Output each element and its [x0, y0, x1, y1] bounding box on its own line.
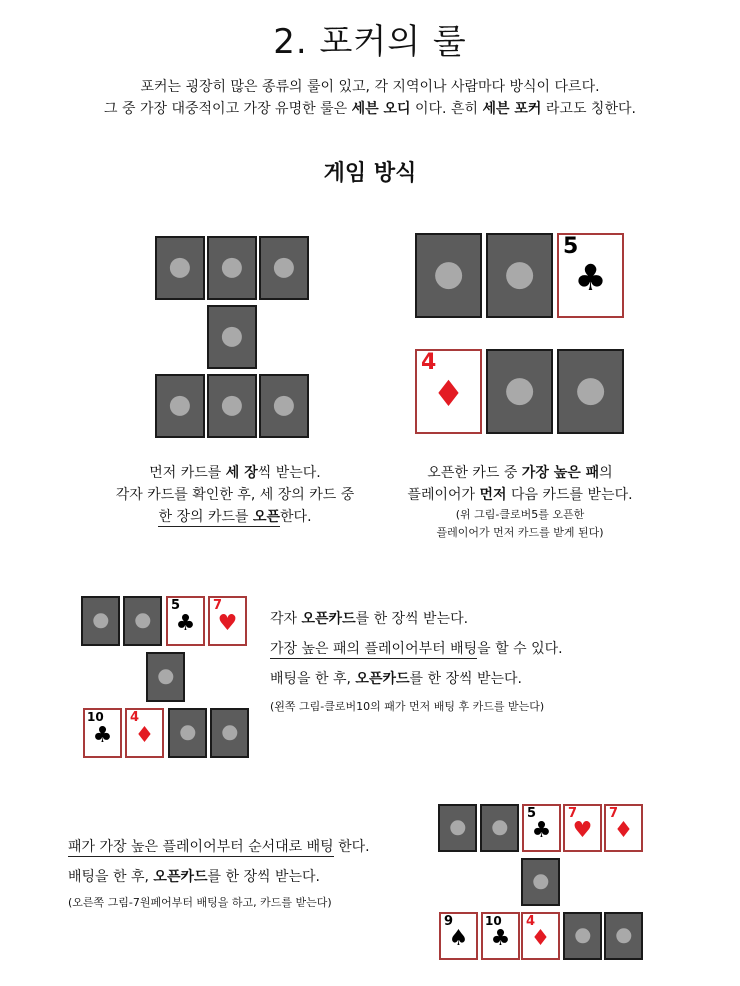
text-part: 을 할 수 있다. [477, 641, 563, 657]
card-rank: 10 [485, 914, 502, 928]
text-part: 한 장의 카드를 [158, 509, 253, 525]
card-back [259, 374, 309, 438]
card-back [604, 912, 643, 960]
club-icon: ♣ [490, 926, 511, 951]
section-subtitle: 게임 방식 [323, 161, 417, 186]
step4-text [68, 836, 428, 912]
page-title: 2. 포커의 룰 [273, 22, 467, 62]
intro-line-2 [0, 98, 740, 120]
card-diamond-4 [415, 349, 482, 434]
card-rank: 5 [171, 598, 181, 613]
underlined-text: 가장 높은 패의 플레이어부터 배팅 [270, 641, 478, 657]
card-rank: 4 [421, 350, 437, 375]
intro-text-part: 이다. 흔히 [410, 101, 483, 117]
intro-emphasis-seven-odd: 세븐 오디 [351, 101, 411, 117]
card-club-10 [83, 708, 122, 758]
heart-icon: ♥ [217, 611, 238, 636]
card-back [259, 236, 309, 300]
text-part: 각자 [270, 611, 302, 627]
club-icon: ♣ [92, 723, 113, 748]
card-back [155, 374, 205, 438]
intro-line-1: 포커는 굉장히 많은 종류의 룰이 있고, 각 지역이나 사람마다 방식이 다르다. [140, 79, 600, 95]
text-emphasis: 먼저 [479, 487, 507, 503]
card-back [123, 596, 162, 646]
card-rank: 5 [563, 234, 579, 259]
card-rank: 4 [526, 914, 536, 929]
step4-note: (오른쪽 그림-7원페어부터 배팅을 하고, 카드를 받는다) [68, 896, 332, 909]
card-heart-7 [563, 804, 602, 852]
card-rank: 5 [527, 806, 537, 821]
step4-line-1 [68, 836, 428, 858]
step4-line-2 [68, 866, 428, 888]
card-rank: 9 [444, 914, 454, 929]
diamond-icon: ♦ [134, 723, 155, 748]
step2-note-2: 플레이어가 먼저 카드를 받게 된다) [436, 526, 604, 539]
card-club-10 [481, 912, 520, 960]
text-emphasis: 가장 높은 패 [521, 465, 600, 481]
step3-text [270, 608, 730, 716]
card-back [415, 233, 482, 318]
underlined-text [158, 509, 280, 527]
intro-emphasis-seven-poker: 세븐 포커 [482, 101, 542, 117]
step3-line-3 [270, 668, 730, 690]
step1-caption [90, 462, 380, 528]
card-rank: 10 [87, 710, 104, 724]
text-part: 한다. [333, 839, 370, 855]
club-icon: ♣ [531, 818, 552, 843]
text-part: 한다. [280, 509, 312, 525]
step2-line-2 [375, 484, 665, 506]
text-part: 를 한 장씩 받는다. [207, 869, 320, 885]
text-part: 를 한 장씩 받는다. [355, 611, 469, 627]
card-back [146, 652, 185, 702]
card-back [155, 236, 205, 300]
step2-note-1: (위 그림-클로버5를 오픈한 [455, 508, 585, 521]
text-part: 씩 받는다. [257, 465, 321, 481]
text-emphasis: 오픈 [252, 509, 281, 525]
intro-text-part: 라고도 칭한다. [541, 101, 636, 117]
text-part: 배팅을 한 후, [270, 671, 356, 687]
card-rank: 7 [568, 806, 578, 821]
diamond-icon: ♦ [613, 818, 634, 843]
card-spade-9 [439, 912, 478, 960]
card-back [207, 374, 257, 438]
card-back [563, 912, 602, 960]
text-part: 오픈한 카드 중 [427, 465, 522, 481]
card-back [81, 596, 120, 646]
card-club-5 [522, 804, 561, 852]
heart-icon: ♥ [572, 818, 593, 843]
spade-icon: ♠ [448, 926, 469, 951]
card-back [486, 233, 553, 318]
card-back [521, 858, 560, 906]
step2-line-1 [375, 462, 665, 484]
text-part: 배팅을 한 후, [68, 869, 154, 885]
card-rank: 4 [130, 710, 140, 725]
diamond-icon: ♦ [530, 926, 551, 951]
text-emphasis: 오픈카드 [153, 869, 208, 885]
text-part: 의 [599, 465, 613, 481]
diamond-icon: ♦ [432, 374, 465, 415]
card-back [210, 708, 249, 758]
step1-line-3 [90, 506, 380, 528]
card-back [480, 804, 519, 852]
step1-line-2: 각자 카드를 확인한 후, 세 장의 카드 중 [115, 487, 355, 503]
card-back [207, 236, 257, 300]
step3-note: (왼쪽 그림-클로버10의 패가 먼저 배팅 후 카드를 받는다) [270, 700, 545, 713]
card-diamond-4 [521, 912, 560, 960]
card-back [557, 349, 624, 434]
text-emphasis: 오픈카드 [355, 671, 410, 687]
text-part: 다음 카드를 받는다. [506, 487, 633, 503]
card-club-5 [166, 596, 205, 646]
card-heart-7 [208, 596, 247, 646]
club-icon: ♣ [175, 611, 196, 636]
card-back [168, 708, 207, 758]
step2-caption [375, 462, 665, 542]
intro-text-part: 그 중 가장 대중적이고 가장 유명한 룰은 [104, 101, 352, 117]
club-icon: ♣ [574, 258, 607, 299]
underlined-text: 패가 가장 높은 플레이어부터 순서대로 배팅 [68, 839, 334, 855]
card-rank: 7 [213, 598, 223, 613]
card-rank: 7 [609, 806, 619, 821]
card-club-5 [557, 233, 624, 318]
card-back [438, 804, 477, 852]
step3-line-2 [270, 638, 730, 660]
text-emphasis: 세 장 [225, 465, 258, 481]
card-diamond-4 [125, 708, 164, 758]
text-part: 먼저 카드를 [149, 465, 226, 481]
card-back [207, 305, 257, 369]
text-part: 를 한 장씩 받는다. [409, 671, 522, 687]
card-back [486, 349, 553, 434]
intro-text [0, 76, 740, 120]
text-emphasis: 오픈카드 [301, 611, 356, 627]
card-diamond-7 [604, 804, 643, 852]
step1-line-1 [90, 462, 380, 484]
step3-line-1 [270, 608, 730, 630]
text-part: 플레이어가 [407, 487, 480, 503]
